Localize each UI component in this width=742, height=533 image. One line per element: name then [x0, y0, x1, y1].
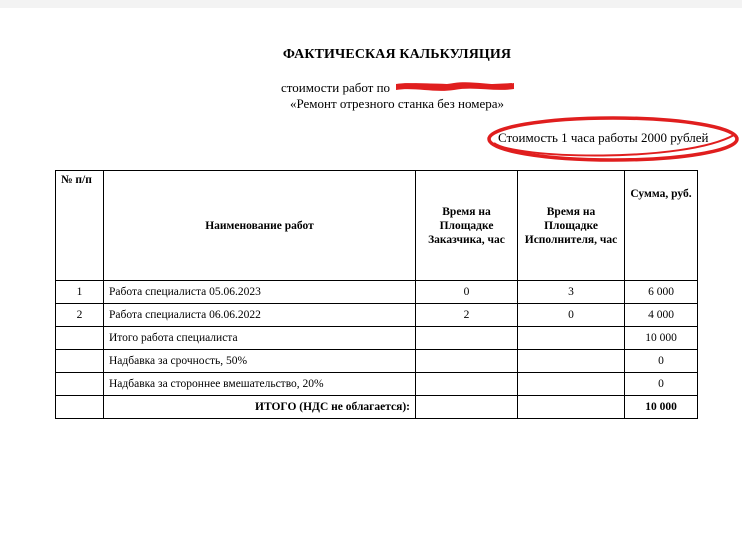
row-name: Надбавка за срочность, 50%: [104, 350, 416, 373]
header-contractor-site: Время на Площадке Исполнителя, час: [518, 171, 625, 281]
total-sum: 10 000: [625, 396, 698, 419]
highlight-ellipse: [484, 113, 742, 165]
total-label: ИТОГО (НДС не облагается):: [104, 396, 416, 419]
row-sum: 6 000: [625, 281, 698, 304]
row-num: 2: [56, 304, 104, 327]
row-customer-hours: [416, 350, 518, 373]
table-row: [56, 350, 698, 373]
document-object-name: «Ремонт отрезного станка без номера»: [289, 96, 505, 111]
document-subtitle: стоимости работ по: [281, 80, 391, 95]
row-name: Надбавка за стороннее вмешательство, 20%: [104, 373, 416, 396]
row-sum: 0: [625, 373, 698, 396]
table-row: [56, 304, 698, 327]
document-title: ФАКТИЧЕСКАЯ КАЛЬКУЛЯЦИЯ: [282, 47, 512, 62]
row-contractor-hours: [518, 350, 625, 373]
row-sum: 0: [625, 350, 698, 373]
calculation-table: [55, 170, 698, 419]
header-num: № п/п: [56, 171, 104, 281]
hourly-rate: Стоимость 1 часа работы 2000 рублей: [498, 130, 709, 145]
table-row: [56, 327, 698, 350]
row-customer-hours: 0: [416, 281, 518, 304]
row-customer-hours: [416, 373, 518, 396]
total-num: [56, 396, 104, 419]
row-customer-hours: [416, 327, 518, 350]
row-name: Работа специалиста 05.06.2023: [104, 281, 416, 304]
header-sum: Сумма, руб.: [625, 171, 698, 281]
row-name: Итого работа специалиста: [104, 327, 416, 350]
table-header-row: [56, 171, 698, 281]
row-contractor-hours: [518, 327, 625, 350]
row-num: [56, 327, 104, 350]
total-contractor-hours: [518, 396, 625, 419]
row-contractor-hours: [518, 373, 625, 396]
header-customer-site: Время на Площадке Заказчика, час: [416, 171, 518, 281]
row-num: [56, 373, 104, 396]
total-row: [56, 396, 698, 419]
row-sum: 10 000: [625, 327, 698, 350]
row-num: 1: [56, 281, 104, 304]
header-name: Наименование работ: [104, 171, 416, 281]
top-strip: [0, 0, 742, 8]
table-row: [56, 373, 698, 396]
row-name: Работа специалиста 06.06.2022: [104, 304, 416, 327]
row-customer-hours: 2: [416, 304, 518, 327]
redaction-scribble: [394, 78, 518, 94]
total-customer-hours: [416, 396, 518, 419]
row-contractor-hours: 3: [518, 281, 625, 304]
row-sum: 4 000: [625, 304, 698, 327]
row-contractor-hours: 0: [518, 304, 625, 327]
table-row: [56, 281, 698, 304]
row-num: [56, 350, 104, 373]
